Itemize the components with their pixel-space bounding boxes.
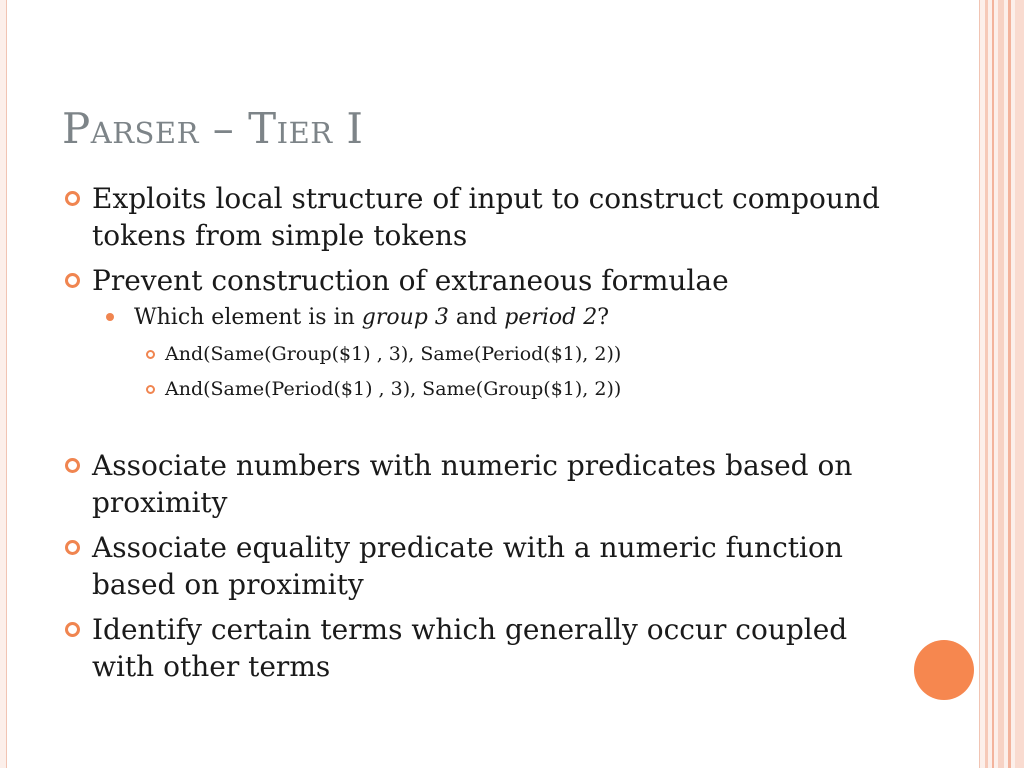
bullet-text: Exploits local structure of input to construct compound tokens from simple tokens	[92, 182, 880, 252]
ring-bullet-icon	[65, 191, 80, 206]
small-ring-bullet-icon	[146, 385, 155, 394]
ring-bullet-icon	[65, 273, 80, 288]
sub-sub-list-item	[62, 372, 902, 407]
ring-bullet-icon	[65, 622, 80, 637]
bullet-text: Associate equality predicate with a numeric function based on proximity	[92, 531, 843, 601]
sub-bullet-emphasis-period: period 2	[504, 305, 598, 330]
ring-bullet-icon	[65, 458, 80, 473]
sub-list-item	[62, 303, 902, 333]
list-item	[62, 180, 902, 254]
bullet-text: Associate numbers with numeric predicates based on proximity	[92, 449, 853, 519]
decorative-stripe	[992, 0, 994, 768]
sub-bullet-text-pre: Which element is in	[134, 305, 362, 330]
list-item	[62, 447, 902, 521]
sub-bullet-emphasis-group: group 3	[361, 305, 449, 330]
sub-bullet-text-mid: and	[448, 305, 505, 330]
slide-title: Parser – Tier I	[62, 104, 364, 153]
ring-bullet-icon	[65, 540, 80, 555]
decorative-stripe	[1015, 0, 1024, 768]
formula-text: And(Same(Period($1) , 3), Same(Group($1), 2))	[165, 378, 622, 400]
dot-bullet-icon	[106, 313, 114, 321]
list-item	[62, 262, 902, 299]
bullet-text: Identify certain terms which generally occur coupled with other terms	[92, 613, 848, 683]
formula-text: And(Same(Group($1) , 3), Same(Period($1), 2))	[165, 343, 622, 365]
list-item	[62, 529, 902, 603]
decorative-stripe	[1008, 0, 1011, 768]
decorative-stripe	[998, 0, 1004, 768]
decorative-stripe	[985, 0, 988, 768]
sub-sub-list-item	[62, 337, 902, 372]
list-item	[62, 611, 902, 685]
sub-bullet-text-post: ?	[597, 305, 610, 330]
decorative-circle	[914, 640, 974, 700]
small-ring-bullet-icon	[146, 350, 155, 359]
bullet-text: Prevent construction of extraneous formulae	[92, 264, 729, 297]
bullet-list	[62, 180, 902, 693]
spacer	[62, 407, 902, 447]
